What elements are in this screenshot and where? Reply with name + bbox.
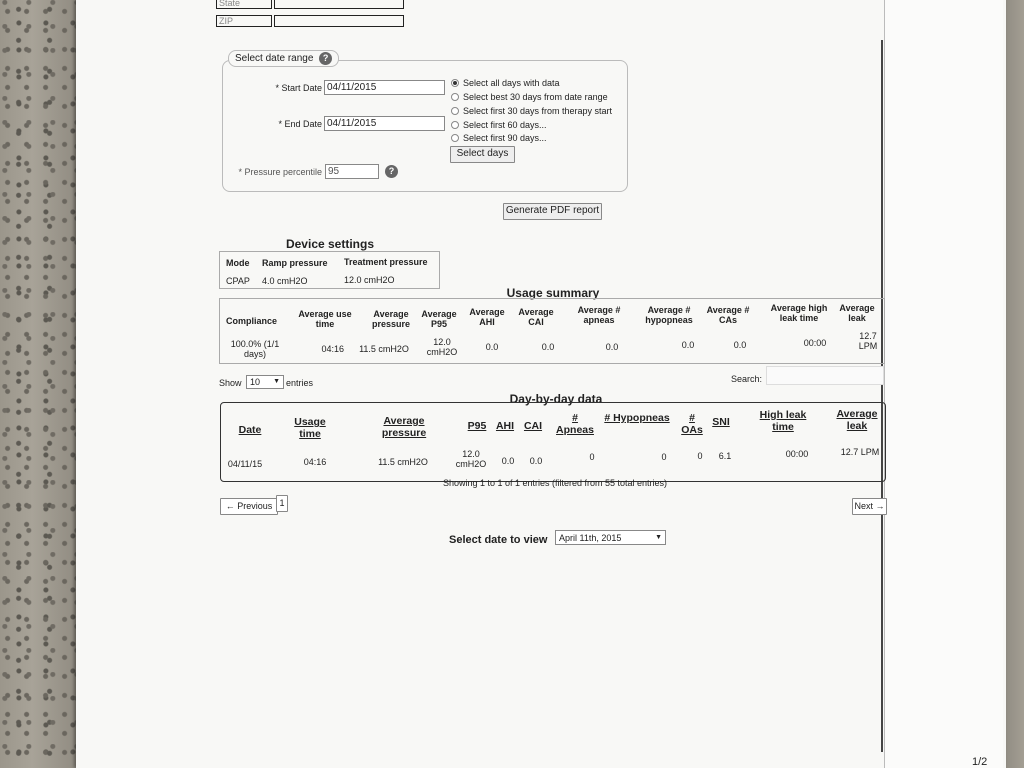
select-days-button[interactable]: Select days <box>450 146 515 163</box>
mode-header: Mode <box>226 258 250 268</box>
radio-first-60[interactable] <box>451 120 547 130</box>
radio-first-90[interactable] <box>451 133 547 143</box>
radio-label: Select first 60 days... <box>463 120 547 130</box>
search-label: Search: <box>731 374 763 384</box>
radio-label: Select first 30 days from therapy start <box>463 106 613 116</box>
entries-select-value: 10 <box>250 377 261 387</box>
us-value: 12.7 LPM <box>858 331 878 351</box>
radio-first-30[interactable] <box>451 106 612 116</box>
col-header-average-leak[interactable]: Average leak <box>836 408 878 432</box>
us-value: 04:16 <box>321 344 344 354</box>
date-view-select[interactable] <box>555 530 666 545</box>
col-header-p95[interactable]: P95 <box>467 420 487 432</box>
col-header-apneas[interactable]: # Apneas <box>556 412 594 436</box>
concrete-surface-left <box>0 0 80 768</box>
col-header-high-leak-time[interactable]: High leak time <box>759 409 807 433</box>
usage-summary-table <box>219 298 885 364</box>
show-label: Show <box>219 378 242 388</box>
us-value: 11.5 cmH2O <box>359 344 409 354</box>
mode-value: CPAP <box>226 276 250 286</box>
row-cell-cai: 0.0 <box>529 456 543 466</box>
start-date-input[interactable]: 04/11/2015 <box>324 80 445 95</box>
state-label: State <box>216 0 272 9</box>
row-cell-high-leak-time: 00:00 <box>785 449 809 459</box>
zip-input[interactable] <box>274 15 404 27</box>
col-header-hypopneas[interactable]: # Hypopneas <box>604 412 670 424</box>
radio-button[interactable] <box>451 121 459 129</box>
col-header-date[interactable]: Date <box>238 424 262 436</box>
help-icon[interactable]: ? <box>385 165 398 178</box>
us-header: Average pressure <box>371 309 411 329</box>
row-cell-hypopneas: 0 <box>661 452 667 462</box>
device-settings-title: Device settings <box>285 237 375 251</box>
radio-button-selected[interactable] <box>451 79 459 87</box>
treatment-pressure-value: 12.0 cmH2O <box>344 275 395 285</box>
date-view-select-value: April 11th, 2015 <box>559 533 622 543</box>
radio-button[interactable] <box>451 134 459 142</box>
search-input[interactable] <box>766 366 884 385</box>
col-header-ahi[interactable]: AHI <box>495 420 515 432</box>
device-settings-table <box>219 251 440 289</box>
radio-button[interactable] <box>451 93 459 101</box>
day-by-day-title: Day-by-day data <box>509 392 603 406</box>
end-date-input[interactable]: 04/11/2015 <box>324 116 445 131</box>
us-header: Average use time <box>298 309 352 329</box>
row-cell-oas: 0 <box>697 451 703 461</box>
us-header: Average # hypopneas <box>645 305 693 325</box>
zip-label: ZIP <box>216 15 272 27</box>
radio-label: Select all days with data <box>463 78 560 88</box>
row-cell-apneas: 0 <box>589 452 595 462</box>
entries-label: entries <box>286 378 314 388</box>
row-cell-average-pressure: 11.5 cmH2O <box>378 457 428 467</box>
treatment-pressure-header: Treatment pressure <box>344 257 428 267</box>
generate-pdf-button[interactable]: Generate PDF report <box>503 203 602 220</box>
page-edge-line <box>881 40 883 752</box>
date-range-legend-text: Select date range <box>235 53 314 65</box>
us-header: Average AHI <box>469 307 505 327</box>
us-value: 0.0 <box>681 340 695 350</box>
us-header: Average # apneas <box>577 305 621 325</box>
us-header: Compliance <box>226 316 278 326</box>
us-header: Average # CAs <box>706 305 750 325</box>
row-cell-average-leak: 12.7 LPM <box>840 447 880 457</box>
us-header: Average high leak time <box>770 303 828 323</box>
entries-select[interactable] <box>246 375 284 389</box>
us-value: 12.0 cmH2O <box>426 337 458 357</box>
second-page-edge <box>884 0 1003 768</box>
date-range-legend <box>228 50 339 67</box>
radio-label: Select best 30 days from date range <box>463 92 608 102</box>
us-value: 0.0 <box>605 342 619 352</box>
col-header-sni[interactable]: SNI <box>712 416 730 428</box>
page-1-button[interactable]: 1 <box>276 495 288 512</box>
us-header: Average P95 <box>421 309 457 329</box>
us-value: 0.0 <box>733 340 747 350</box>
start-date-label: * Start Date <box>275 83 322 93</box>
us-header: Average leak <box>839 303 875 323</box>
row-cell-date: 04/11/15 <box>227 459 263 469</box>
end-date-label: * End Date <box>278 119 322 129</box>
col-header-oas[interactable]: # OAs <box>681 412 703 436</box>
table-info: Showing 1 to 1 of 1 entries (filtered from 55 total entries) <box>442 478 668 488</box>
col-header-average-pressure[interactable]: Average pressure <box>381 415 427 439</box>
us-value: 00:00 <box>803 338 827 348</box>
dropdown-arrow-icon: ▼ <box>273 378 280 385</box>
row-cell-ahi: 0.0 <box>501 456 515 466</box>
usage-summary-title: Usage summary <box>506 286 600 300</box>
previous-button[interactable]: ← Previous <box>220 498 278 515</box>
pressure-percentile-input[interactable]: 95 <box>325 164 379 179</box>
radio-label: Select first 90 days... <box>463 133 547 143</box>
row-cell-p95: 12.0 cmH2O <box>455 449 487 469</box>
radio-all-days[interactable] <box>451 78 560 88</box>
us-value: 100.0% (1/1 days) <box>230 339 280 359</box>
col-header-usage-time[interactable]: Usage time <box>294 416 326 440</box>
state-input[interactable] <box>274 0 404 9</box>
radio-button[interactable] <box>451 107 459 115</box>
date-view-label: Select date to view <box>449 534 548 546</box>
dropdown-arrow-icon: ▼ <box>655 534 662 541</box>
row-cell-usage-time: 04:16 <box>303 457 327 467</box>
pressure-percentile-label: * Pressure percentile <box>238 167 322 177</box>
us-header: Average CAI <box>518 307 554 327</box>
us-value: 0.0 <box>541 342 555 352</box>
radio-best-30[interactable] <box>451 92 608 102</box>
us-value: 0.0 <box>485 342 499 352</box>
help-icon[interactable]: ? <box>319 52 332 65</box>
ramp-pressure-header: Ramp pressure <box>262 258 328 268</box>
row-cell-sni: 6.1 <box>718 451 732 461</box>
page-number: 1/2 <box>972 756 988 768</box>
ramp-pressure-value: 4.0 cmH2O <box>262 276 308 286</box>
next-button[interactable]: Next → <box>852 498 887 515</box>
col-header-cai[interactable]: CAI <box>523 420 543 432</box>
